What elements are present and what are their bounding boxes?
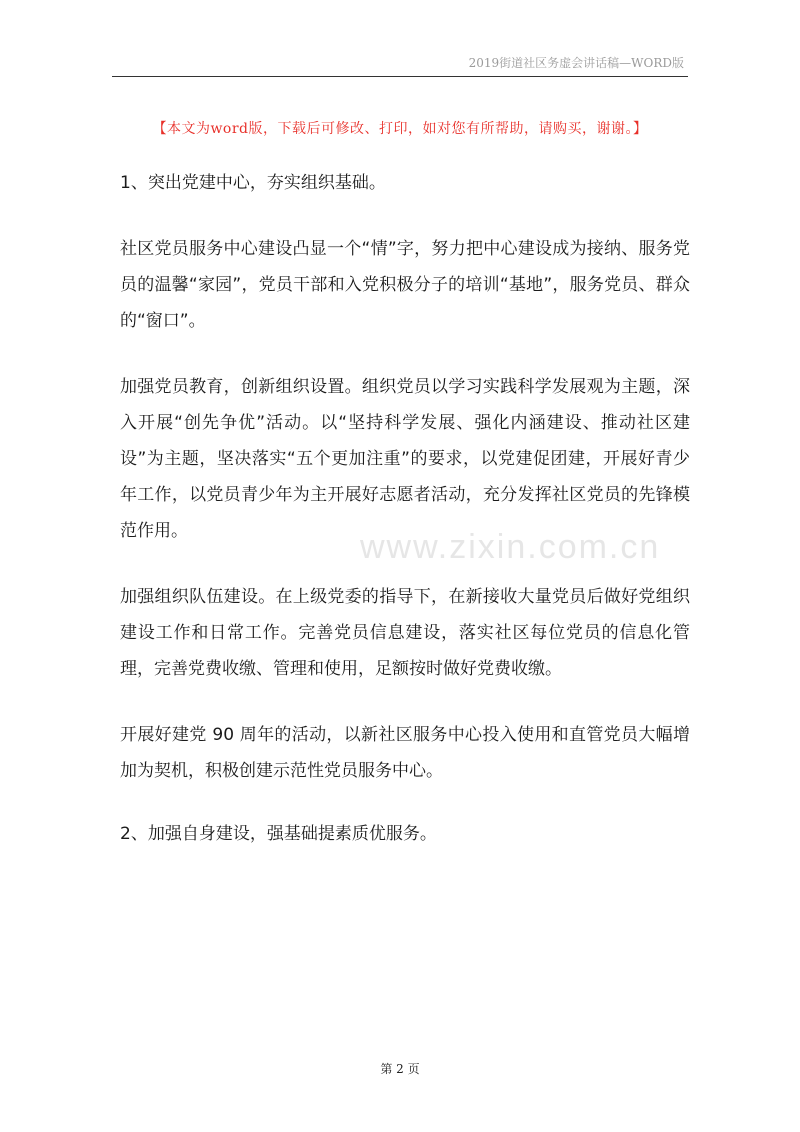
- page-header: [112, 50, 688, 77]
- paragraph-organization-team: 加强组织队伍建设。在上级党委的指导下，在新接收大量党员后做好党组织建设工作和日常工作。完善党员信息建设，落实社区每位党员的信息化管理，完善党费收缴、管理和使用，足额按时做好党费收缴。: [120, 587, 690, 679]
- purchase-notice: 【本文为word版，下载后可修改、打印，如对您有所帮助，请购买，谢谢。】: [152, 121, 648, 137]
- section-heading-2: 2、加强自身建设，强基础提素质优服务。: [120, 824, 437, 844]
- section-heading-1: 1、突出党建中心，夯实组织基础。: [120, 173, 386, 193]
- document-body: [120, 165, 690, 882]
- paragraph-anniversary: 开展好建党 90 周年的活动，以新社区服务中心投入使用和直管党员大幅增加为契机，积极创建示范性党员服务中心。: [120, 725, 690, 781]
- paragraph-party-education: 加强党员教育，创新组织设置。组织党员以学习实践科学发展观为主题，深入开展“创先争优”活动。以“坚持科学发展、强化内涵建设、推动社区建设”为主题，坚决落实“五个更加注重”的要求，以党建促团建，开展好青少年工作，以党员青少年为主开展好志愿者活动，充分发挥社区党员的先锋模范作用。: [120, 377, 690, 541]
- paragraph-service-center: 社区党员服务中心建设凸显一个“情”字，努力把中心建设成为接纳、服务党员的温馨“家园”，党员干部和入党积极分子的培训“基地”，服务党员、群众的“窗口”。: [120, 239, 690, 331]
- header-title: 2019街道社区务虚会讲话稿—WORD版: [468, 56, 684, 70]
- watermark: www.zixin.com.cn: [360, 528, 661, 566]
- page-number: 第 2 页: [380, 1062, 420, 1076]
